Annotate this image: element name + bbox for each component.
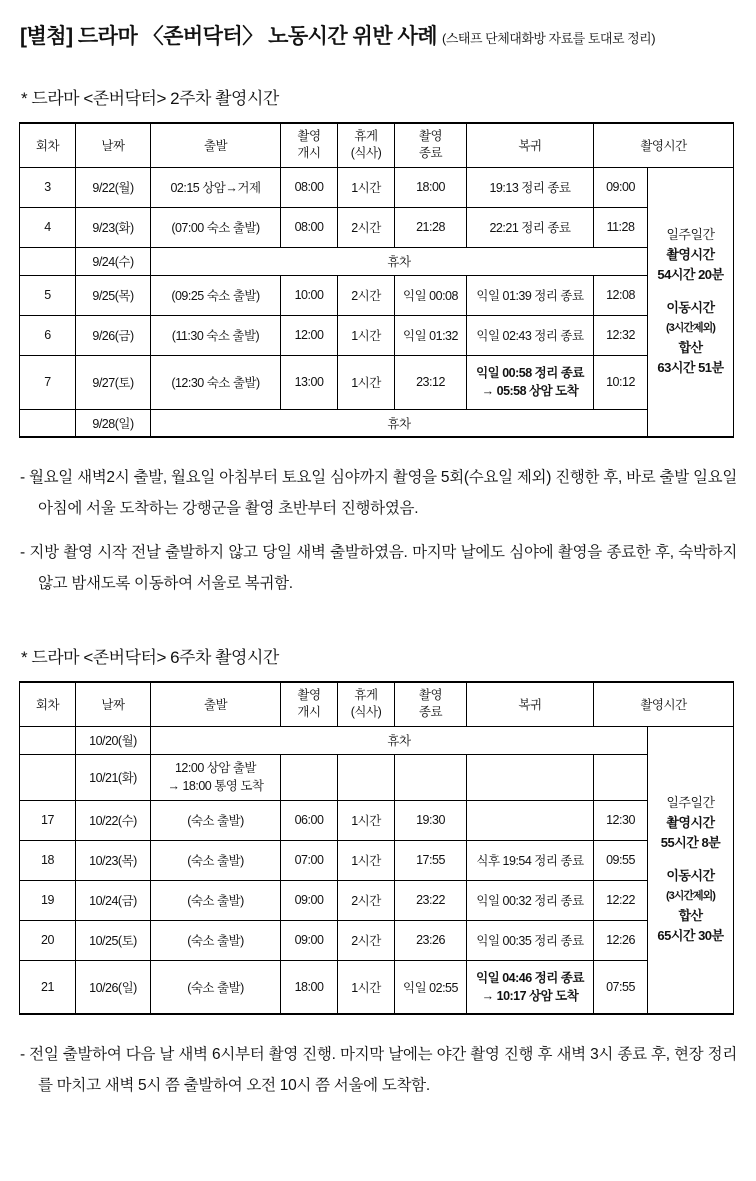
return-cell: 익일 00:35 정리 종료	[467, 920, 594, 960]
rest-cell: 1시간	[338, 800, 395, 840]
table-row	[20, 880, 734, 920]
end-cell: 23:26	[395, 920, 467, 960]
episode-cell	[20, 247, 76, 275]
rest-cell: 1시간	[338, 960, 395, 1014]
departure-cell: (12:30 숙소 출발)	[151, 355, 281, 409]
return-cell: 익일 00:32 정리 종료	[467, 880, 594, 920]
table-row	[20, 920, 734, 960]
table-row	[20, 167, 734, 207]
start-cell: 08:00	[281, 167, 338, 207]
date-cell: 10/21(화)	[76, 754, 151, 800]
table-row	[20, 754, 734, 800]
date-cell: 10/22(수)	[76, 800, 151, 840]
summary-combined-label: 합산	[678, 908, 703, 924]
title-source-note: (스태프 단체대화방 자료를 토대로 정리)	[442, 31, 656, 46]
end-cell: 익일 02:55	[395, 960, 467, 1014]
header-hours: 촬영시간	[594, 123, 734, 167]
end-cell: 23:22	[395, 880, 467, 920]
summary-travel-label: 이동시간	[666, 868, 715, 884]
header-episode: 회차	[20, 123, 76, 167]
date-cell: 9/23(화)	[76, 207, 151, 247]
date-cell: 9/25(목)	[76, 275, 151, 315]
table-row	[20, 355, 734, 409]
header-departure: 출발	[151, 123, 281, 167]
section-heading-week6: * 드라마 <존버닥터> 6주차 촬영시간	[21, 648, 279, 667]
episode-cell: 18	[20, 840, 76, 880]
end-cell: 18:00	[395, 167, 467, 207]
departure-cell: (숙소 출발)	[151, 800, 281, 840]
episode-cell	[20, 726, 76, 754]
rest-cell: 1시간	[338, 167, 395, 207]
return-cell: 식후 19:54 정리 종료	[467, 840, 594, 880]
start-cell: 09:00	[281, 880, 338, 920]
hours-cell: 12:22	[594, 880, 648, 920]
summary-spacer	[650, 285, 731, 298]
date-cell: 9/28(일)	[76, 409, 151, 437]
dayoff-row	[20, 726, 734, 754]
section-heading-week2: * 드라마 <존버닥터> 2주차 촬영시간	[21, 89, 279, 108]
header-end: 촬영 종료	[395, 682, 467, 726]
section-week6	[19, 643, 737, 1101]
episode-cell: 6	[20, 315, 76, 355]
start-cell: 07:00	[281, 840, 338, 880]
summary-travel-note: (3시간제외)	[666, 322, 715, 335]
return-cell: 익일 00:58 정리 종료 → 05:58 상암 도착	[467, 355, 594, 409]
return-cell: 22:21 정리 종료	[467, 207, 594, 247]
rest-cell: 1시간	[338, 315, 395, 355]
rest-cell: 2시간	[338, 207, 395, 247]
date-cell: 9/26(금)	[76, 315, 151, 355]
departure-cell: 12:00 상암 출발 → 18:00 통영 도착	[151, 754, 281, 800]
dayoff-row	[20, 409, 734, 437]
hours-cell: 12:08	[594, 275, 648, 315]
header-rest: 휴게 (식사)	[338, 123, 395, 167]
date-cell: 10/24(금)	[76, 880, 151, 920]
header-return: 복귀	[467, 123, 594, 167]
header-return: 복귀	[467, 682, 594, 726]
end-cell: 익일 00:08	[395, 275, 467, 315]
dayoff-cell: 휴차	[151, 726, 648, 754]
summary-combined-total: 65시간 30분	[657, 928, 724, 944]
end-cell: 17:55	[395, 840, 467, 880]
rest-cell: 1시간	[338, 840, 395, 880]
title-text: [별첨] 드라마 〈존버닥터〉 노동시간 위반 사례	[20, 25, 438, 48]
table-row	[20, 960, 734, 1014]
return-cell: 익일 01:39 정리 종료	[467, 275, 594, 315]
date-cell: 10/20(월)	[76, 726, 151, 754]
return-cell: 익일 04:46 정리 종료 → 10:17 상암 도착	[467, 960, 594, 1014]
date-cell: 10/23(목)	[76, 840, 151, 880]
date-cell: 10/26(일)	[76, 960, 151, 1014]
weekly-summary-cell	[648, 726, 734, 1014]
date-cell: 9/27(토)	[76, 355, 151, 409]
episode-cell: 5	[20, 275, 76, 315]
start-cell: 13:00	[281, 355, 338, 409]
summary-total: 54시간 20분	[657, 267, 724, 283]
return-cell: 19:13 정리 종료	[467, 167, 594, 207]
hours-cell: 12:26	[594, 920, 648, 960]
header-date: 날짜	[76, 682, 151, 726]
start-cell: 12:00	[281, 315, 338, 355]
summary-combined-label: 합산	[678, 340, 703, 356]
table-row	[20, 315, 734, 355]
rest-cell: 2시간	[338, 275, 395, 315]
end-cell: 21:28	[395, 207, 467, 247]
rest-cell: 2시간	[338, 920, 395, 960]
departure-cell: (숙소 출발)	[151, 880, 281, 920]
table-header-row	[20, 682, 734, 726]
header-start: 촬영 개시	[281, 682, 338, 726]
departure-cell: 02:15 상암→거제	[151, 167, 281, 207]
summary-label: 촬영시간	[666, 247, 715, 263]
dayoff-cell: 휴차	[151, 247, 648, 275]
departure-cell: (07:00 숙소 출발)	[151, 207, 281, 247]
hours-cell	[594, 754, 648, 800]
header-hours: 촬영시간	[594, 682, 734, 726]
header-episode: 회차	[20, 682, 76, 726]
episode-cell: 7	[20, 355, 76, 409]
table-row	[20, 275, 734, 315]
date-cell: 9/24(수)	[76, 247, 151, 275]
note-item: - 월요일 새벽2시 출발, 월요일 아침부터 토요일 심야까지 촬영을 5회(수요일 제외) 진행한 후, 바로 출발 일요일 아침에 서울 도착하는 강행군을 촬영 초반부터 진행하였음.	[20, 469, 737, 517]
table-row	[20, 800, 734, 840]
summary-total: 55시간 8분	[660, 835, 721, 851]
end-cell: 익일 01:32	[395, 315, 467, 355]
departure-cell: (11:30 숙소 출발)	[151, 315, 281, 355]
date-cell: 10/25(토)	[76, 920, 151, 960]
summary-travel-label: 이동시간	[666, 300, 715, 316]
departure-cell: (숙소 출발)	[151, 840, 281, 880]
section-week2	[19, 84, 737, 599]
week2-notes	[20, 462, 737, 599]
episode-cell: 17	[20, 800, 76, 840]
header-departure: 출발	[151, 682, 281, 726]
rest-cell: 1시간	[338, 355, 395, 409]
header-start: 촬영 개시	[281, 123, 338, 167]
end-cell	[395, 754, 467, 800]
start-cell	[281, 754, 338, 800]
header-date: 날짜	[76, 123, 151, 167]
rest-cell: 2시간	[338, 880, 395, 920]
start-cell: 06:00	[281, 800, 338, 840]
episode-cell	[20, 754, 76, 800]
summary-travel-note: (3시간제외)	[666, 890, 715, 903]
departure-cell: (09:25 숙소 출발)	[151, 275, 281, 315]
episode-cell	[20, 409, 76, 437]
episode-cell: 21	[20, 960, 76, 1014]
hours-cell: 09:00	[594, 167, 648, 207]
return-cell	[467, 754, 594, 800]
start-cell: 08:00	[281, 207, 338, 247]
summary-spacer	[650, 853, 731, 866]
end-cell: 19:30	[395, 800, 467, 840]
table-header-row	[20, 123, 734, 167]
table-row	[20, 207, 734, 247]
start-cell: 10:00	[281, 275, 338, 315]
summary-period: 일주일간	[666, 227, 715, 243]
hours-cell: 09:55	[594, 840, 648, 880]
start-cell: 18:00	[281, 960, 338, 1014]
summary-combined-total: 63시간 51분	[657, 360, 724, 376]
episode-cell: 4	[20, 207, 76, 247]
departure-cell: (숙소 출발)	[151, 960, 281, 1014]
summary-period: 일주일간	[666, 795, 715, 811]
departure-cell: (숙소 출발)	[151, 920, 281, 960]
episode-cell: 20	[20, 920, 76, 960]
hours-cell: 07:55	[594, 960, 648, 1014]
episode-cell: 19	[20, 880, 76, 920]
return-cell	[467, 800, 594, 840]
hours-cell: 11:28	[594, 207, 648, 247]
table-row	[20, 840, 734, 880]
return-cell: 익일 02:43 정리 종료	[467, 315, 594, 355]
week6-table	[19, 681, 734, 1015]
header-rest: 휴게 (식사)	[338, 682, 395, 726]
start-cell: 09:00	[281, 920, 338, 960]
note-item: - 지방 촬영 시작 전날 출발하지 않고 당일 새벽 출발하였음. 마지막 날에도 심야에 촬영을 종료한 후, 숙박하지 않고 밤새도록 이동하여 서울로 복귀함.	[20, 544, 737, 592]
episode-cell: 3	[20, 167, 76, 207]
rest-cell	[338, 754, 395, 800]
header-end: 촬영 종료	[395, 123, 467, 167]
hours-cell: 10:12	[594, 355, 648, 409]
dayoff-row	[20, 247, 734, 275]
date-cell: 9/22(월)	[76, 167, 151, 207]
hours-cell: 12:32	[594, 315, 648, 355]
document-title	[20, 24, 737, 52]
summary-label: 촬영시간	[666, 815, 715, 831]
week6-notes	[20, 1039, 737, 1101]
dayoff-cell: 휴차	[151, 409, 648, 437]
note-item: - 전일 출발하여 다음 날 새벽 6시부터 촬영 진행. 마지막 날에는 야간 촬영 진행 후 새벽 3시 종료 후, 현장 정리를 마치고 새벽 5시 쯤 출발하여 오전 10시 쯤 서울에 도착함.	[20, 1046, 737, 1094]
hours-cell: 12:30	[594, 800, 648, 840]
week2-table	[19, 122, 734, 438]
weekly-summary-cell	[648, 167, 734, 437]
end-cell: 23:12	[395, 355, 467, 409]
